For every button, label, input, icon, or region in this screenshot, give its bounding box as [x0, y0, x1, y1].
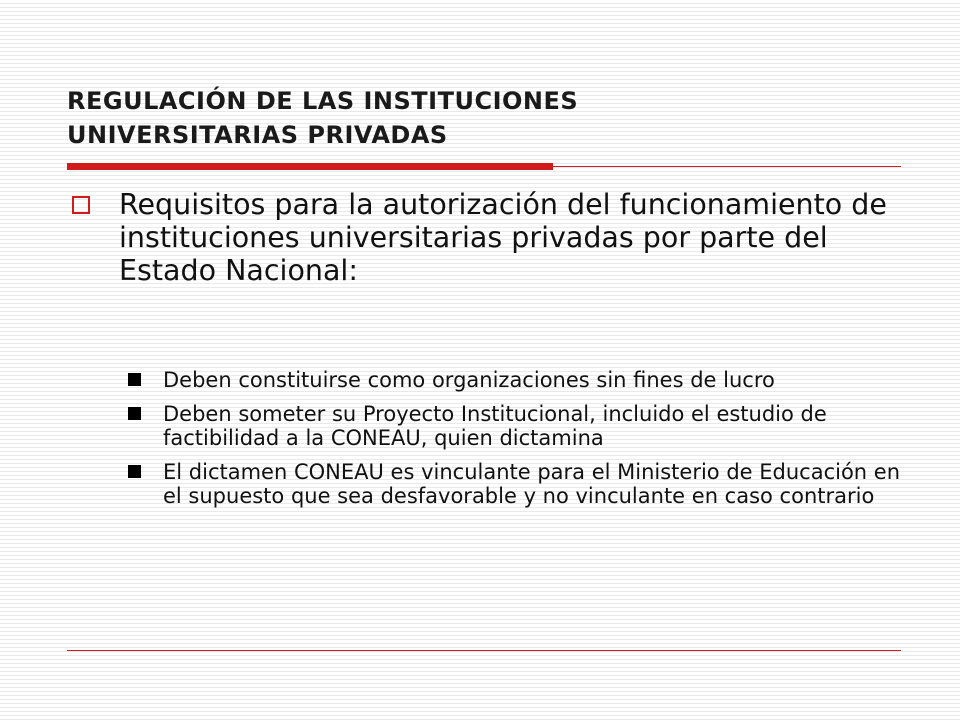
title-divider-accent [67, 163, 553, 170]
sub-bullet-item [128, 402, 908, 450]
square-bullet-icon [128, 465, 141, 478]
sub-bullet-text: Deben constituirse como organizaciones sin fines de lucro [163, 368, 775, 392]
sub-bullet-item [128, 368, 908, 392]
main-bullet-text: Requisitos para la autorización del funcionamiento de instituciones universitarias privadas por parte del Estado Nacional: [119, 188, 887, 287]
sub-bullet-item [128, 460, 908, 508]
square-bullet-icon [128, 373, 141, 386]
slide-title-line-2: UNIVERSITARIAS PRIVADAS [67, 121, 448, 149]
checkbox-outline-icon [72, 196, 90, 214]
footer-divider-line [67, 650, 901, 651]
sub-bullet-text: Deben someter su Proyecto Institucional, incluido el estudio de factibilidad a la CONEAU, quien dictamina [163, 402, 827, 450]
sub-bullet-text: El dictamen CONEAU es vinculante para el Ministerio de Educación en el supuesto que sea desfavorable y no vinculante en caso contrario [163, 460, 901, 508]
slide-title-line-1: REGULACIÓN DE LAS INSTITUCIONES [67, 87, 579, 115]
main-bullet-item [72, 188, 902, 287]
sub-bullet-list [128, 368, 908, 518]
square-bullet-icon [128, 407, 141, 420]
slide-title [67, 84, 887, 152]
